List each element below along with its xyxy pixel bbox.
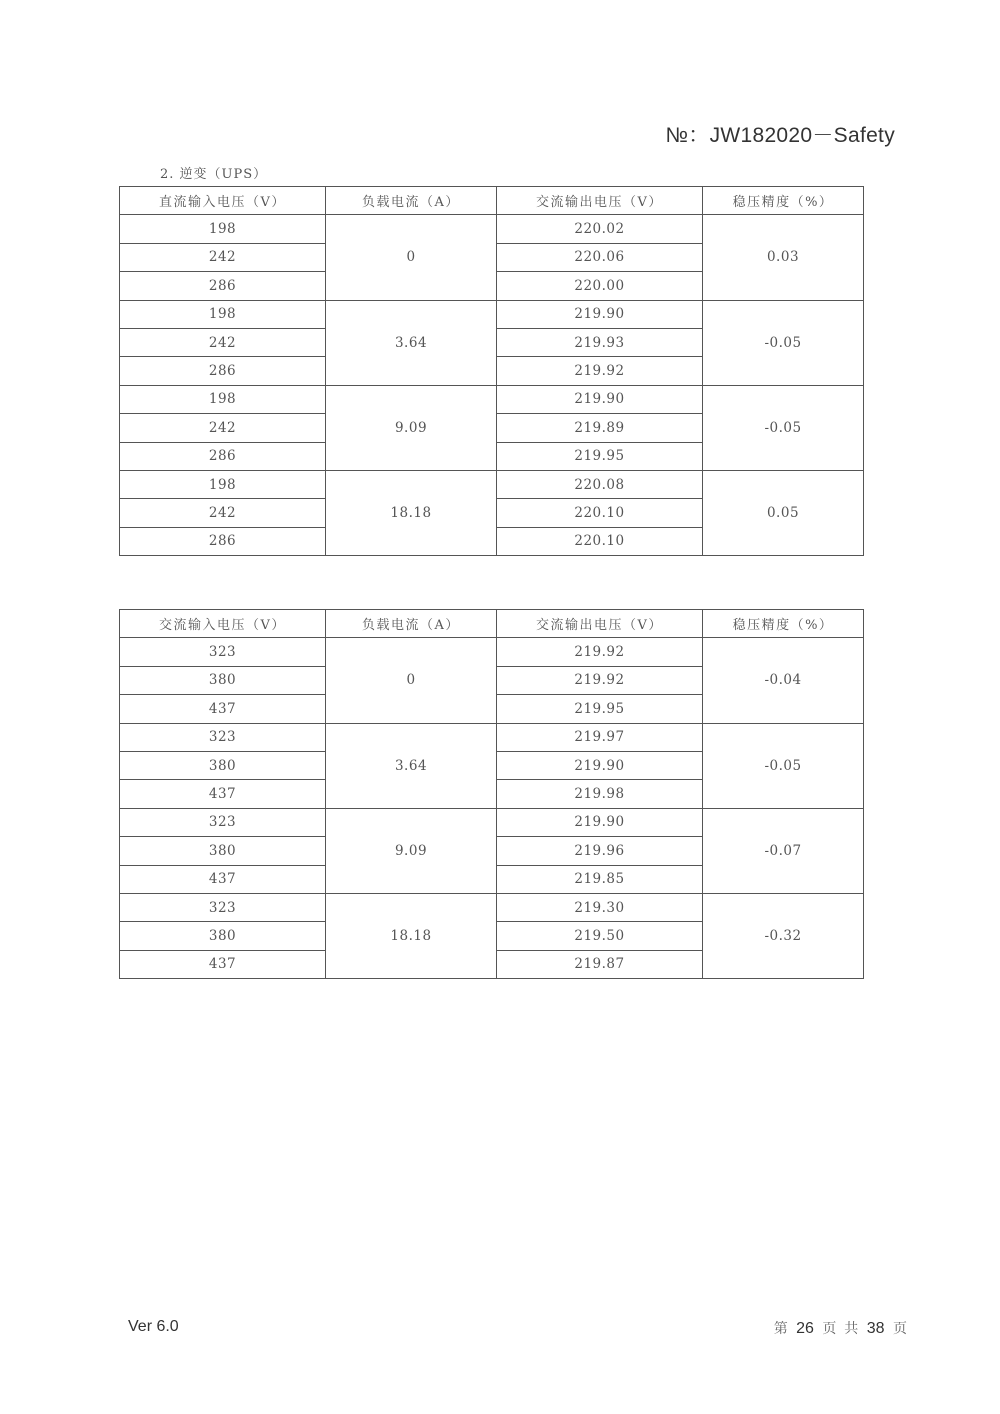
input-voltage-cell: 380 xyxy=(120,751,326,779)
input-voltage-cell: 286 xyxy=(120,527,326,555)
table-body xyxy=(120,215,864,556)
input-voltage-cell: 380 xyxy=(120,837,326,865)
input-voltage-cell: 286 xyxy=(120,272,326,300)
input-voltage-cell: 437 xyxy=(120,950,326,978)
output-voltage-cell: 219.95 xyxy=(497,442,703,470)
table-header-row xyxy=(120,187,864,215)
header-input-voltage: 交流输入电压（V） xyxy=(120,610,326,638)
input-voltage-cell: 198 xyxy=(120,470,326,498)
page-mid: 页 共 xyxy=(822,1320,859,1336)
input-voltage-cell: 242 xyxy=(120,499,326,527)
output-voltage-cell: 220.00 xyxy=(497,272,703,300)
header-load-current: 负载电流（A） xyxy=(326,610,497,638)
input-voltage-cell: 242 xyxy=(120,243,326,271)
table-header-row xyxy=(120,610,864,638)
output-voltage-cell: 219.92 xyxy=(497,666,703,694)
input-voltage-cell: 198 xyxy=(120,385,326,413)
table-row xyxy=(120,215,864,243)
output-voltage-cell: 219.87 xyxy=(497,950,703,978)
version-label: Ver 6.0 xyxy=(128,1318,179,1335)
output-voltage-cell: 219.90 xyxy=(497,300,703,328)
output-voltage-cell: 220.08 xyxy=(497,470,703,498)
page-total: 38 xyxy=(866,1320,885,1337)
section-title: 2. 逆变（UPS） xyxy=(160,167,268,182)
regulation-accuracy-cell: -0.04 xyxy=(703,638,864,723)
regulation-accuracy-cell: -0.05 xyxy=(703,300,864,385)
load-current-cell: 0 xyxy=(326,638,497,723)
input-voltage-cell: 323 xyxy=(120,723,326,751)
output-voltage-cell: 219.93 xyxy=(497,328,703,356)
table-row xyxy=(120,723,864,751)
input-voltage-cell: 286 xyxy=(120,442,326,470)
load-current-cell: 9.09 xyxy=(326,808,497,893)
input-voltage-cell: 242 xyxy=(120,414,326,442)
regulation-accuracy-cell: 0.03 xyxy=(703,215,864,300)
output-voltage-cell: 220.10 xyxy=(497,527,703,555)
input-voltage-cell: 323 xyxy=(120,893,326,921)
table-row xyxy=(120,300,864,328)
input-voltage-cell: 323 xyxy=(120,638,326,666)
dc-input-regulation-table xyxy=(119,186,864,556)
page-current: 26 xyxy=(796,1320,814,1337)
input-voltage-cell: 286 xyxy=(120,357,326,385)
output-voltage-cell: 219.95 xyxy=(497,695,703,723)
header-regulation-accuracy: 稳压精度（%） xyxy=(703,187,864,215)
output-voltage-cell: 219.90 xyxy=(497,751,703,779)
input-voltage-cell: 380 xyxy=(120,922,326,950)
load-current-cell: 18.18 xyxy=(326,470,497,555)
output-voltage-cell: 219.30 xyxy=(497,893,703,921)
regulation-accuracy-cell: -0.05 xyxy=(703,723,864,808)
document-number: №：JW182020－Safety xyxy=(665,124,895,147)
input-voltage-cell: 198 xyxy=(120,300,326,328)
regulation-accuracy-cell: -0.05 xyxy=(703,385,864,470)
header-output-voltage: 交流输出电压（V） xyxy=(497,187,703,215)
load-current-cell: 18.18 xyxy=(326,893,497,978)
input-voltage-cell: 437 xyxy=(120,695,326,723)
regulation-accuracy-cell: 0.05 xyxy=(703,470,864,555)
input-voltage-cell: 437 xyxy=(120,780,326,808)
load-current-cell: 3.64 xyxy=(326,300,497,385)
output-voltage-cell: 220.10 xyxy=(497,499,703,527)
output-voltage-cell: 220.02 xyxy=(497,215,703,243)
input-voltage-cell: 380 xyxy=(120,666,326,694)
output-voltage-cell: 219.98 xyxy=(497,780,703,808)
output-voltage-cell: 219.92 xyxy=(497,638,703,666)
table-row xyxy=(120,808,864,836)
page-indicator xyxy=(774,1318,907,1338)
output-voltage-cell: 219.50 xyxy=(497,922,703,950)
output-voltage-cell: 219.89 xyxy=(497,414,703,442)
input-voltage-cell: 242 xyxy=(120,328,326,356)
table-body xyxy=(120,638,864,979)
output-voltage-cell: 219.90 xyxy=(497,808,703,836)
load-current-cell: 3.64 xyxy=(326,723,497,808)
table-row xyxy=(120,385,864,413)
output-voltage-cell: 219.85 xyxy=(497,865,703,893)
load-current-cell: 9.09 xyxy=(326,385,497,470)
page-prefix: 第 xyxy=(773,1320,788,1336)
header-load-current: 负载电流（A） xyxy=(326,187,497,215)
regulation-accuracy-cell: -0.32 xyxy=(703,893,864,978)
header-regulation-accuracy: 稳压精度（%） xyxy=(703,610,864,638)
output-voltage-cell: 219.92 xyxy=(497,357,703,385)
output-voltage-cell: 219.90 xyxy=(497,385,703,413)
regulation-accuracy-cell: -0.07 xyxy=(703,808,864,893)
table-row xyxy=(120,470,864,498)
output-voltage-cell: 219.97 xyxy=(497,723,703,751)
table-row xyxy=(120,638,864,666)
output-voltage-cell: 219.96 xyxy=(497,837,703,865)
page-suffix: 页 xyxy=(893,1320,907,1336)
input-voltage-cell: 323 xyxy=(120,808,326,836)
header-input-voltage: 直流输入电压（V） xyxy=(120,187,326,215)
output-voltage-cell: 220.06 xyxy=(497,243,703,271)
table-row xyxy=(120,893,864,921)
input-voltage-cell: 198 xyxy=(120,215,326,243)
load-current-cell: 0 xyxy=(326,215,497,300)
input-voltage-cell: 437 xyxy=(120,865,326,893)
ac-input-regulation-table xyxy=(119,609,864,979)
header-output-voltage: 交流输出电压（V） xyxy=(497,610,703,638)
